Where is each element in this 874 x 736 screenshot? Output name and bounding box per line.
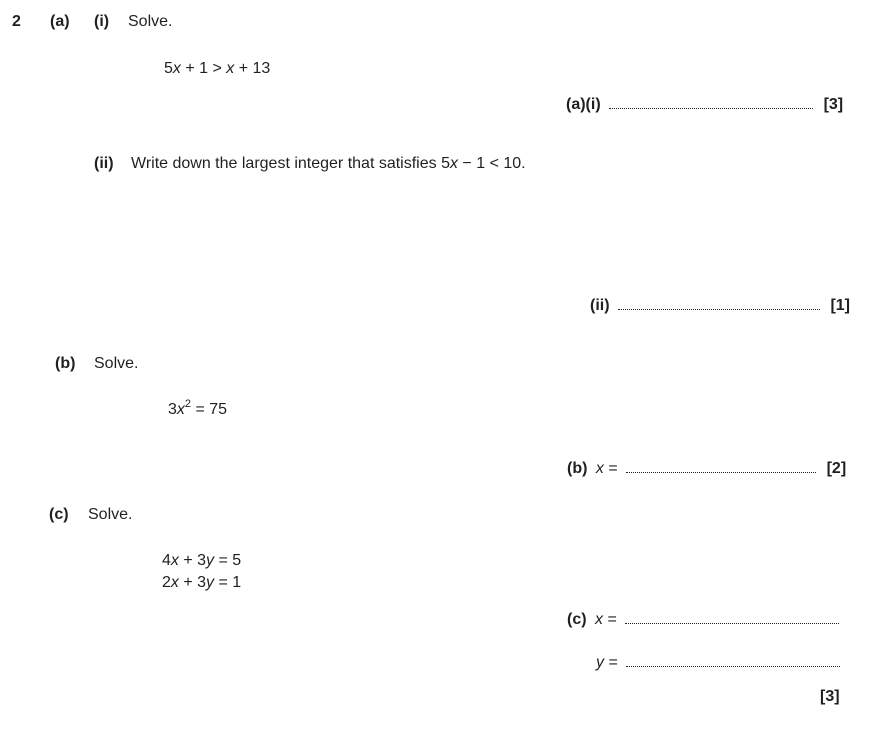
answer-dots-a-ii[interactable] (618, 295, 820, 310)
answer-dots-b[interactable] (626, 458, 816, 473)
part-b-equation: $3x^2 = 75$ (168, 398, 228, 418)
marks-b: [2] (826, 460, 847, 477)
part-b-label: (b) (55, 355, 76, 372)
answer-dots-c-x[interactable] (625, 609, 839, 624)
part-a-i-expression: 5x + 1 > x + 13 (164, 60, 271, 77)
part-c-label: (c) (49, 506, 69, 523)
answer-line-c-y[interactable] (596, 652, 840, 673)
answer-var-b: x (595, 460, 604, 477)
part-b-instruction: Solve. (94, 355, 139, 372)
answer-line-c-x[interactable] (567, 609, 839, 630)
answer-line-a-i[interactable] (566, 94, 843, 115)
answer-eq-b: = (603, 460, 618, 477)
marks-a-ii: [1] (830, 297, 851, 314)
answer-var-c-x: x (595, 611, 604, 628)
answer-dots-c-y[interactable] (626, 652, 840, 667)
answer-label-a-i: (a)(i) (566, 96, 601, 113)
answer-line-b[interactable] (567, 458, 846, 479)
answer-dots-a-i[interactable] (609, 94, 813, 109)
marks-c: [3] (820, 688, 840, 705)
question-number: 2 (12, 13, 21, 30)
part-a-i-label: (i) (94, 13, 110, 30)
answer-eq-c-y: = (604, 654, 618, 671)
answer-label-a-ii: (ii) (590, 297, 610, 314)
answer-line-a-ii[interactable] (590, 295, 850, 316)
part-a-ii-instruction: Write down the largest integer that satisfies 5x − 1 < 10. (131, 155, 526, 172)
part-c-instruction: Solve. (88, 506, 133, 523)
part-a-label: (a) (50, 13, 70, 30)
answer-eq-c-x: = (603, 611, 617, 628)
answer-label-c: (c) (567, 611, 587, 628)
part-a-i-instruction: Solve. (128, 13, 173, 30)
part-a-ii-label: (ii) (94, 155, 114, 172)
part-c-equation-1: 4x + 3y = 5 (162, 552, 242, 569)
part-c-equation-2: 2x + 3y = 1 (162, 574, 242, 591)
answer-var-c-y: y (596, 654, 604, 671)
answer-label-b: (b) (567, 460, 588, 477)
marks-a-i: [3] (823, 96, 844, 113)
